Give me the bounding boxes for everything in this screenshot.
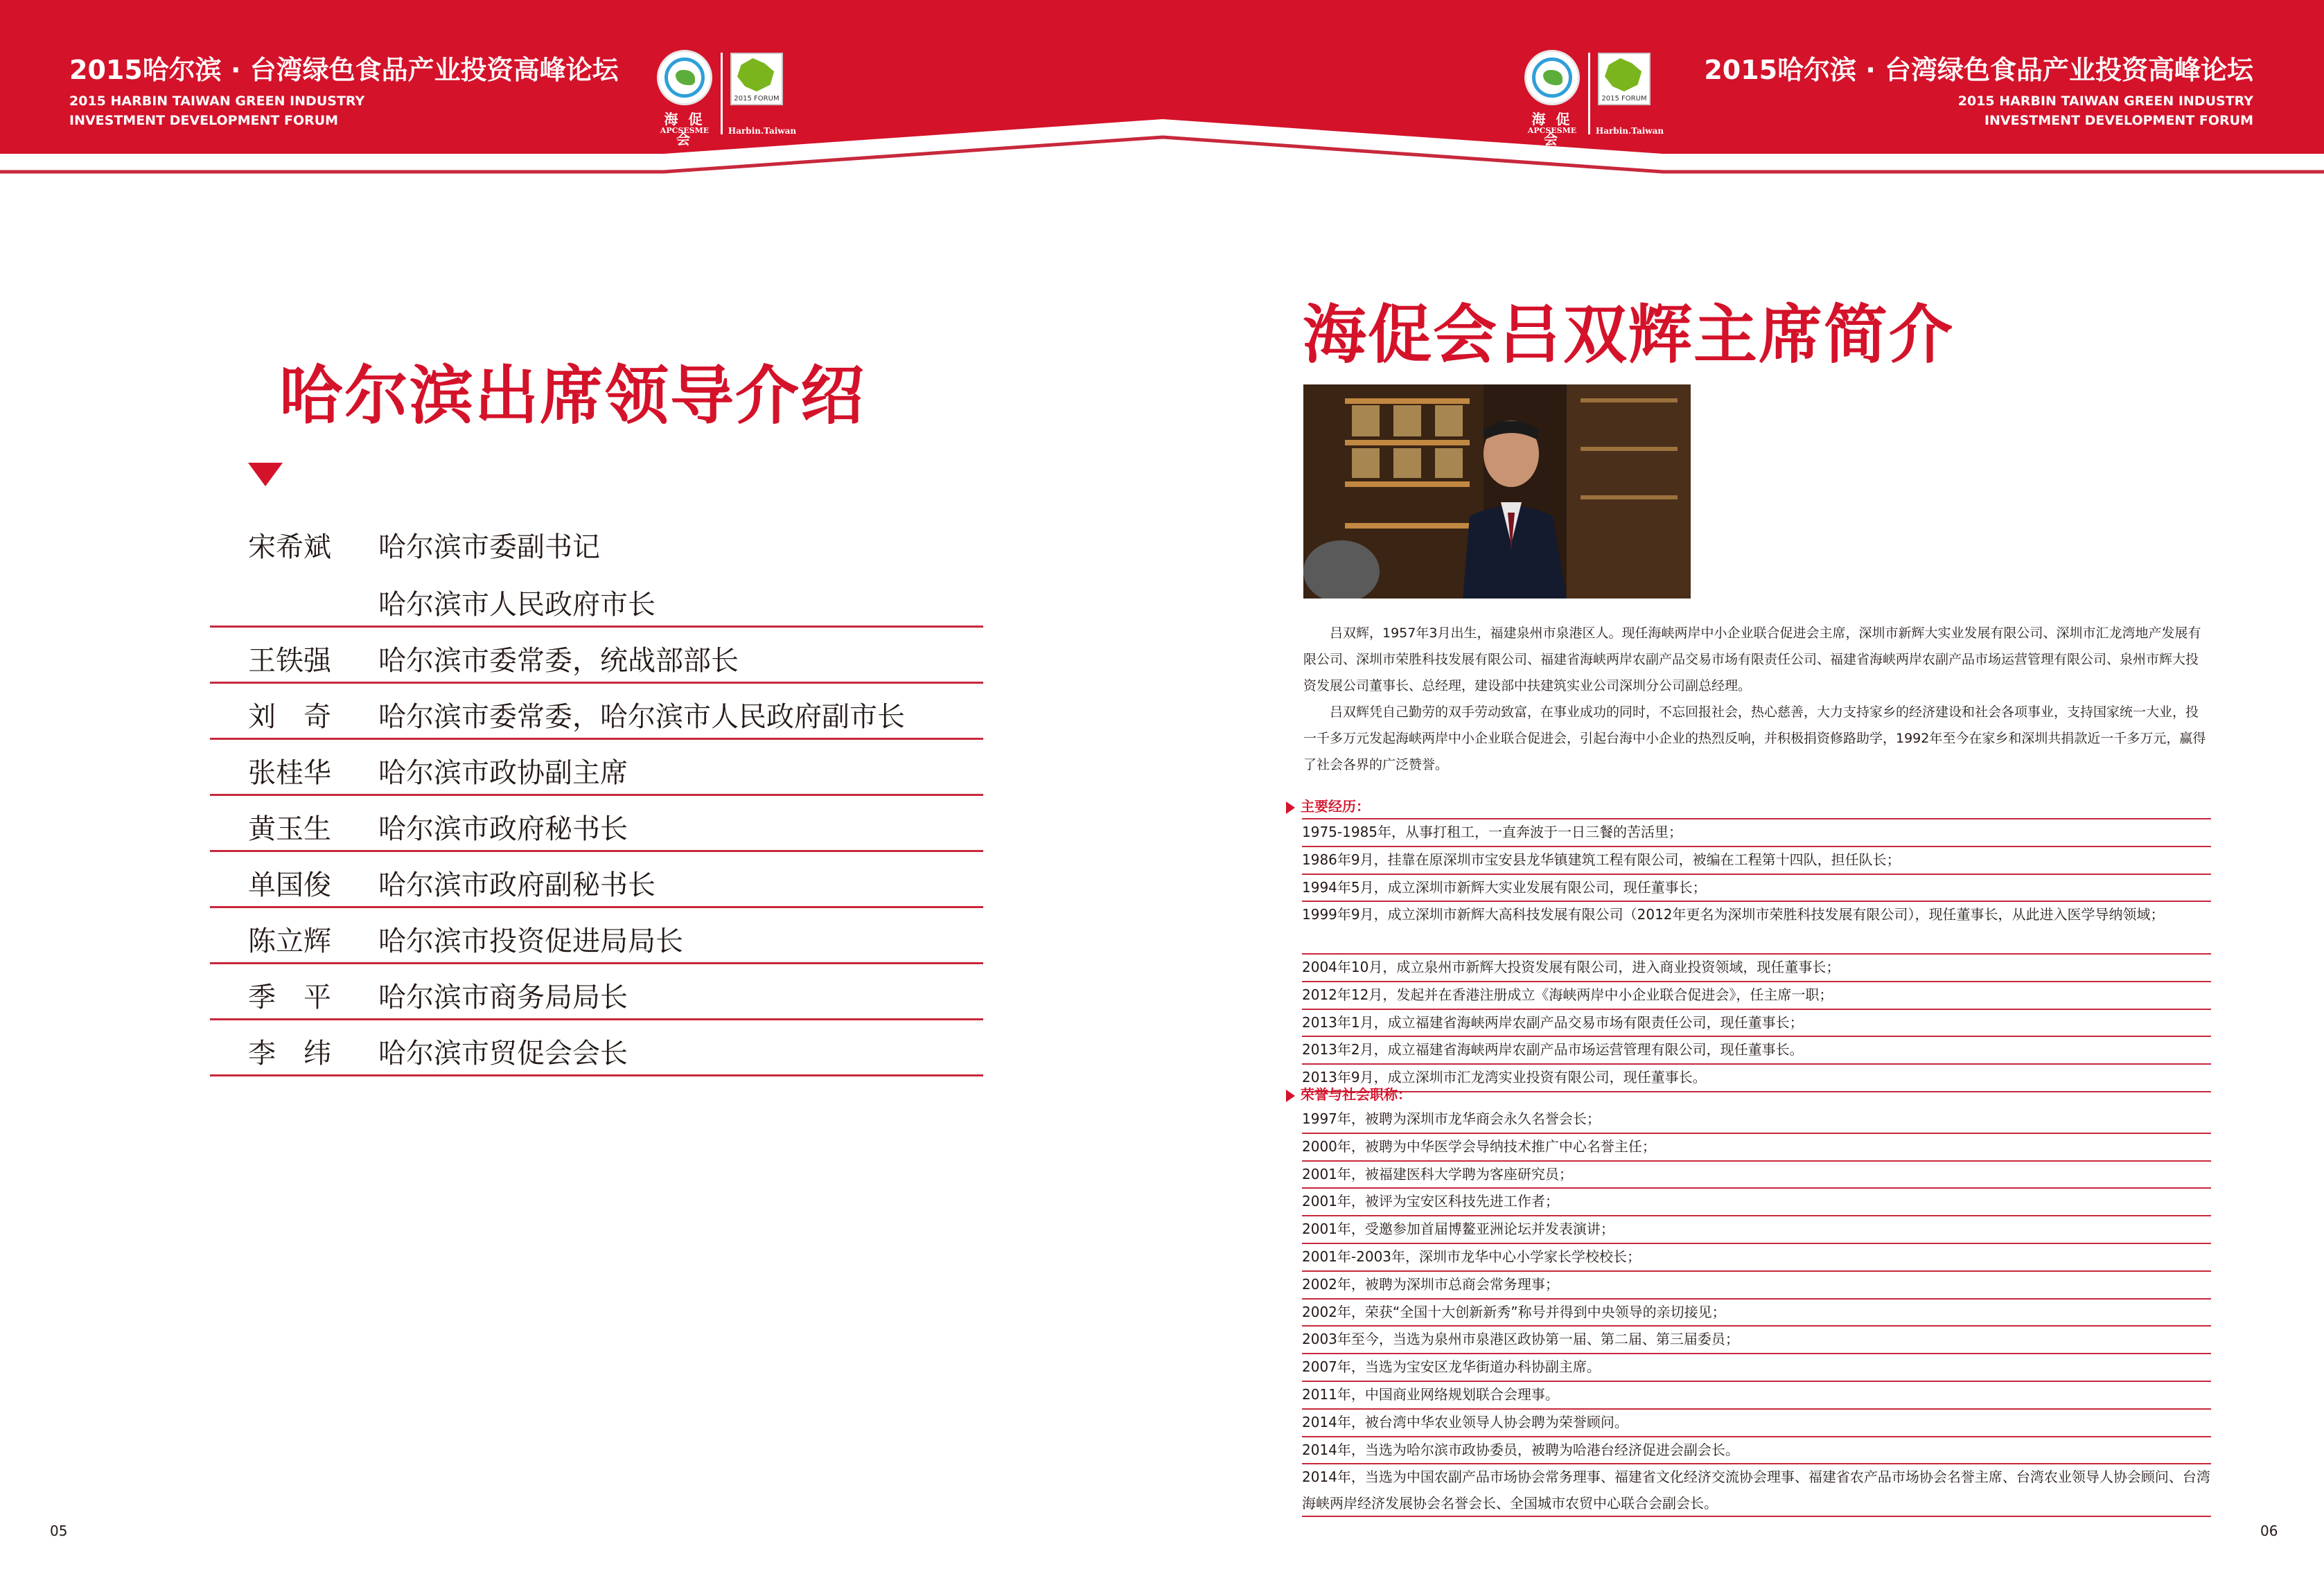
leader-row	[210, 740, 983, 796]
list-item: 1975-1985年，从事打租工，一直奔波于一日三餐的苦活里；	[1302, 819, 2211, 847]
list-item: 2001年，被评为宝安区科技先进工作者；	[1302, 1189, 2211, 1216]
forum-logo-right	[1524, 50, 1670, 148]
header-banner	[0, 0, 2324, 194]
forum-badge-label: 2015 FORUM	[734, 95, 780, 103]
logo-cn-label: 海 促 会	[664, 111, 705, 148]
leader-name: 李 纬	[248, 1038, 331, 1070]
logo-cn-label: 海 促 会	[1531, 111, 1573, 148]
header-subtitle-line2: INVESTMENT DEVELOPMENT FORUM	[69, 113, 339, 128]
leader-name: 宋希斌	[248, 531, 331, 563]
left-page-title: 哈尔滨出席领导介绍	[279, 359, 866, 433]
leader-role: 哈尔滨市委常委，哈尔滨市人民政府副市长	[378, 701, 905, 733]
leader-row	[210, 852, 983, 908]
list-item: 1997年，被聘为深圳市龙华商会永久名誉会长；	[1302, 1106, 2211, 1134]
leader-row	[210, 684, 983, 740]
intro-paragraph: 吕双辉凭自己勤劳的双手劳动致富，在事业成功的同时，不忘回报社会，热心慈善，大力支持家乡的经济建设和社会各项事业，支持国家统一大业，投一千多万元发起海峡两岸中小企业联合促进会，引起台海中小企业的热烈反响，并积极捐资修路助学，1992年至今在家乡和深圳共捐款近一千多万元，赢得了社会各界的广泛赞誉。	[1303, 704, 2206, 772]
apcsesme-seal-icon	[1524, 50, 1580, 105]
portrait-photo	[1303, 384, 1691, 599]
leader-row	[210, 1020, 983, 1076]
list-item: 2013年1月，成立福建省海峡两岸农副产品交易市场有限责任公司，现任董事长；	[1302, 1010, 2211, 1038]
list-item: 2014年，被台湾中华农业领导人协会聘为荣誉顾问。	[1302, 1410, 2211, 1437]
forum-place-label: Harbin.Taiwan	[1595, 126, 1664, 136]
leader-role: 哈尔滨市政府秘书长	[378, 813, 628, 845]
header-subtitle-line1: 2015 HARBIN TAIWAN GREEN INDUSTRY	[69, 94, 365, 109]
leader-name: 刘 奇	[248, 701, 331, 733]
forum-badge-icon	[730, 53, 783, 105]
page-number-right: 06	[2260, 1523, 2278, 1539]
leader-row	[210, 514, 983, 628]
leader-row	[210, 796, 983, 852]
leader-name: 黄玉生	[248, 813, 331, 845]
leader-role: 哈尔滨市贸促会会长	[378, 1038, 628, 1070]
leader-role: 哈尔滨市政协副主席	[378, 757, 628, 789]
leader-name: 张桂华	[248, 757, 331, 789]
header-subtitle-left	[69, 91, 364, 130]
intro-paragraph: 吕双辉，1957年3月出生，福建泉州市泉港区人。现任海峡两岸中小企业联合促进会主席，深圳市新辉大实业发展有限公司、深圳市汇龙湾地产发展有限公司、深圳市荣胜科技发展有限公司、福建省海峡两岸农副产品交易市场有限责任公司、福建省海峡两岸农副产品市场运营管理有限公司、泉州市辉大投资发展公司董事长、总经理，建设部中扶建筑实业公司深圳分公司副总经理。	[1303, 626, 2201, 693]
list-item: 2011年，中国商业网络规划联合会理事。	[1302, 1382, 2211, 1410]
leader-row	[210, 964, 983, 1020]
logo-en-label: APCSESME	[660, 126, 710, 135]
list-item: 2012年12月，发起并在香港注册成立《海峡两岸中小企业联合促进会》，任主席一职；	[1302, 982, 2211, 1010]
leader-name: 季 平	[248, 982, 331, 1013]
leader-name: 单国俊	[248, 869, 331, 901]
leaders-list	[210, 514, 983, 1076]
header-title-right: 2015哈尔滨 · 台湾绿色食品产业投资高峰论坛	[1704, 55, 2253, 85]
right-page-title: 海促会吕双辉主席简介	[1303, 298, 1955, 372]
leader-role: 哈尔滨市政府副秘书长	[378, 869, 655, 901]
list-item: 2014年，当选为中国农副产品市场协会常务理事、福建省文化经济交流协会理事、福建省农产品市场协会名誉主席、台湾农业领导人协会顾问、台湾海峡两岸经济发展协会名誉会长、全国城市农贸中心联合会副会长。	[1302, 1464, 2211, 1517]
forum-badge-label: 2015 FORUM	[1601, 95, 1647, 103]
header-subtitle-line1: 2015 HARBIN TAIWAN GREEN INDUSTRY	[1957, 94, 2253, 109]
leader-row	[210, 628, 983, 684]
leader-name: 陈立辉	[248, 925, 331, 957]
list-item: 2001年，被福建医科大学聘为客座研究员；	[1302, 1162, 2211, 1189]
forum-logo-left	[657, 50, 802, 148]
leader-role: 哈尔滨市投资促进局局长	[378, 925, 683, 957]
honors-list	[1302, 1106, 2211, 1517]
header-subtitle-right	[1958, 91, 2253, 130]
logo-en-label: APCSESME	[1527, 126, 1577, 135]
leader-role: 哈尔滨市商务局局长	[378, 982, 628, 1013]
list-item: 2013年9月，成立深圳市汇龙湾实业投资有限公司，现任董事长。	[1302, 1065, 2211, 1092]
leader-role: 哈尔滨市委副书记	[378, 531, 600, 563]
list-item: 2001年-2003年，深圳市龙华中心小学家长学校校长；	[1302, 1244, 2211, 1272]
forum-badge-icon	[1598, 53, 1650, 105]
page-number-left: 05	[50, 1523, 68, 1539]
list-item: 2001年，受邀参加首届博鳌亚洲论坛并发表演讲；	[1302, 1216, 2211, 1244]
list-item: 2002年，被聘为深圳市总商会常务理事；	[1302, 1272, 2211, 1300]
apcsesme-seal-icon	[657, 50, 712, 105]
list-item: 2007年，当选为宝安区龙华街道办科协副主席。	[1302, 1354, 2211, 1382]
list-item: 2002年，荣获“全国十大创新新秀”称号并得到中央领导的亲切接见；	[1302, 1300, 2211, 1327]
experience-heading	[1286, 795, 1370, 815]
forum-place-label: Harbin.Taiwan	[728, 126, 797, 136]
list-item: 2004年10月，成立泉州市新辉大投资发展有限公司，进入商业投资领域，现任董事长；	[1302, 955, 2211, 982]
list-item: 2014年，当选为哈尔滨市政协委员，被聘为哈港台经济促进会副会长。	[1302, 1437, 2211, 1465]
experience-list	[1302, 819, 2211, 1092]
leader-role-secondary: 哈尔滨市人民政府市长	[378, 589, 655, 621]
experience-heading-label: 主要经历：	[1301, 798, 1370, 815]
portrait-image	[1303, 384, 1691, 599]
list-item: 2003年至今，当选为泉州市泉港区政协第一届、第二届、第三届委员；	[1302, 1327, 2211, 1354]
caret-right-icon	[1286, 1090, 1295, 1102]
list-item: 1999年9月，成立深圳市新辉大高科技发展有限公司（2012年更名为深圳市荣胜科技发展有限公司），现任董事长，从此进入医学导纳领域；	[1302, 902, 2211, 955]
header-subtitle-line2: INVESTMENT DEVELOPMENT FORUM	[1984, 113, 2253, 128]
list-item: 1994年5月，成立深圳市新辉大实业发展有限公司，现任董事长；	[1302, 875, 2211, 903]
triangle-down-icon	[248, 463, 283, 486]
biography-intro	[1303, 620, 2211, 778]
caret-right-icon	[1286, 801, 1295, 814]
header-title-left: 2015哈尔滨 · 台湾绿色食品产业投资高峰论坛	[69, 55, 619, 85]
honors-heading-label: 荣誉与社会职称：	[1301, 1086, 1411, 1103]
list-item: 1986年9月，挂靠在原深圳市宝安县龙华镇建筑工程有限公司，被编在工程第十四队，担任队长；	[1302, 847, 2211, 875]
leader-role: 哈尔滨市委常委，统战部部长	[378, 645, 739, 677]
honors-heading	[1286, 1083, 1411, 1103]
leader-name: 王铁强	[248, 645, 331, 677]
leader-row	[210, 908, 983, 964]
list-item: 2013年2月，成立福建省海峡两岸农副产品市场运营管理有限公司，现任董事长。	[1302, 1037, 2211, 1065]
list-item: 2000年，被聘为中华医学会导纳技术推广中心名誉主任；	[1302, 1134, 2211, 1162]
